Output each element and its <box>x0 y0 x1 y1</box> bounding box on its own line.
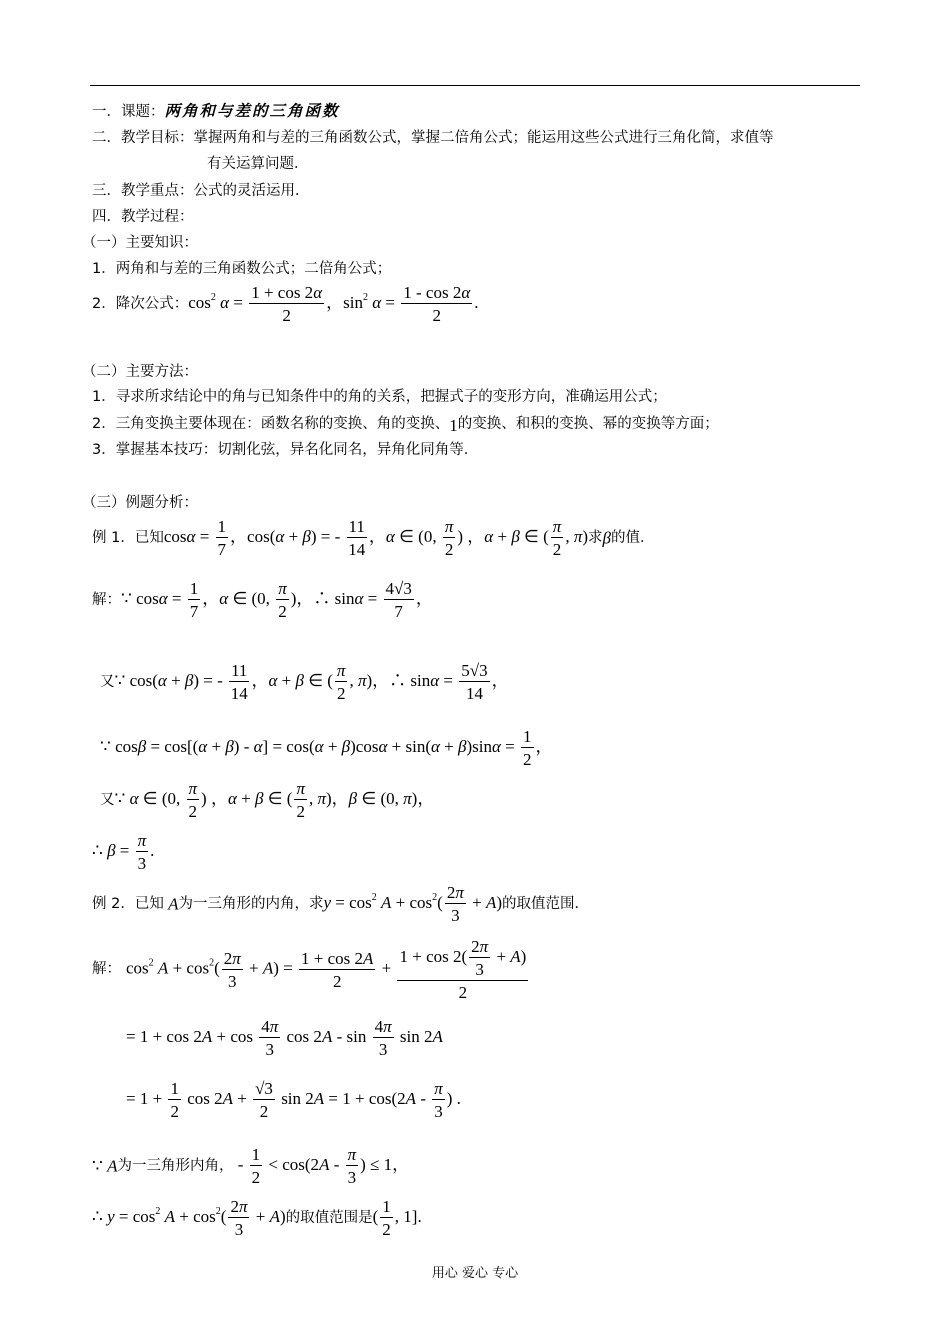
example-2-label: 例 2．已知 <box>92 895 164 912</box>
methods-item-2b: 的变换、和积的变换、幂的变换等方面； <box>457 416 719 432</box>
solution-2-inequality: - $\frac{1}{2}$ < cos(2A - $\frac{\pi}{3}$ ) ≤ 1， <box>233 1145 410 1187</box>
solution-2-range: ( $\frac{1}{2}$ , 1]. <box>372 1197 422 1239</box>
solution-2-label: 解： <box>92 961 121 977</box>
solution-1-step-2 <box>100 662 509 702</box>
solution-2-range-label: 的取值范围是 <box>285 1209 373 1226</box>
solution-1-step-4 <box>100 780 434 820</box>
methods-item-2 <box>92 414 719 435</box>
knowledge-item-2 <box>92 284 479 324</box>
solution-2-step-4 <box>92 1146 409 1186</box>
example-1-label: 例 1．已知 <box>92 529 164 546</box>
knowledge-item-1: 1．两角和与差的三角函数公式；二倍角公式； <box>92 261 392 277</box>
example-2-function: $y = \cos^2 A + \cos^2$( $\frac{2\pi}{3}$ + A) <box>323 883 503 925</box>
example-2-statement <box>92 884 589 924</box>
example-1-beta: β <box>602 528 611 548</box>
solution-2-cond: 为一三角形内角， <box>117 1157 234 1174</box>
goal-text-1: 掌握两角和与差的三角函数公式，掌握二倍角公式；能运用这些公式进行三角化简，求值等 <box>193 130 774 146</box>
goal-label: 二．教学目标： <box>92 130 194 146</box>
example-1-ask: 求 <box>588 529 603 546</box>
course-label: 一．课题： <box>92 104 165 120</box>
because-symbol: ∵ A <box>92 1156 118 1176</box>
solution-2-step-2: = 1 + cos 2A + cos $\frac{4\pi}{3}$ cos 2A - sin $\frac{4\pi}{3}$ sin 2A <box>126 1017 443 1059</box>
example-1-end: 的值． <box>610 529 655 546</box>
solution-1-label: 解： <box>92 591 121 608</box>
example-2-mid: 为一三角形的内角，求 <box>178 895 324 912</box>
cos-square-formula: $\cos^2 \alpha$ = $\frac{1 + \cos 2\alpha}{2}$ ，$\sin^2 \alpha$ = $\frac{1 - \cos 2\alpha}{2}$ . <box>188 283 479 325</box>
goal-line-1 <box>92 131 774 146</box>
solution-1-again-1: 又 <box>100 673 115 690</box>
page-footer: 用心 爱心 专心 <box>431 1266 519 1281</box>
course-title: 两角和与差的三角函数 <box>164 102 340 120</box>
solution-1-step-1-math: ∵ cosα = $\frac{1}{7}$ ，α ∈ (0, $\frac{\pi}{2}$ )，∴ sinα = $\frac{4√3}{7}$ ， <box>121 579 433 621</box>
methods-item-3: 3．掌握基本技巧：切割化弦，异名化同名，异角化同角等． <box>92 442 479 458</box>
solution-1-step-2-math: ∵ cos(α + β) = - $\frac{11}{14}$ ，α + β ∈ ( $\frac{\pi}{2}$ , π)，∴ sinα = $\frac{5√3}{14}$ ， <box>114 661 509 703</box>
methods-item-1: 1．寻求所求结论中的角与已知条件中的角的关系，把握式子的变形方向，准确运用公式； <box>92 389 667 405</box>
example-2-A: A <box>163 894 179 914</box>
solution-1-step-1 <box>92 580 433 620</box>
solution-1-step-4-math: ∵ α ∈ (0, $\frac{\pi}{2}$ ) ，α + β ∈ ( $\frac{\pi}{2}$ , π)，β ∈ (0, π)， <box>114 779 435 821</box>
example-2-end: 的取值范围． <box>502 895 590 912</box>
goal-line-2: 有关运算问题． <box>207 156 309 172</box>
course-line <box>92 104 340 120</box>
header-rule <box>90 85 860 86</box>
solution-2-conclusion <box>92 1198 422 1238</box>
methods-title: （二）主要方法： <box>82 364 198 380</box>
example-1-conditions: cosα = $\frac{1}{7}$ ，cos(α + β) = - $\frac{11}{14}$ ，α ∈ (0, $\frac{\pi}{2}$ ) ，α + β ∈ ( $\frac{\pi}{2}$ , π) <box>163 517 589 559</box>
solution-1-again-2: 又 <box>100 791 115 808</box>
methods-item-2a: 2．三角变换主要体现在：函数名称的变换、角的变换、 <box>92 416 450 432</box>
knowledge-title: （一）主要知识： <box>82 235 198 251</box>
solution-2-step-1: $\cos^2 A + \cos^2$( $\frac{2\pi}{3}$ + A) = $\frac{1 + \cos 2A}{2}$ + 1 + cos 2( $\frac{2\pi}{3}$ + A) 2 <box>126 937 527 1002</box>
solution-2-step-3: = 1 + $\frac{1}{2}$ cos 2A + $\frac{√3}{2}$ sin 2A = 1 + cos(2A - $\frac{\pi}{3}$ ) . <box>126 1079 461 1121</box>
examples-title: （三）例题分析： <box>82 495 198 511</box>
solution-2-conclusion-math: ∴ $y = \cos^2 A + \cos^2$( $\frac{2\pi}{3}$ + A) <box>92 1197 286 1239</box>
methods-item-2-one: 1 <box>449 416 458 435</box>
example-1-statement <box>92 518 654 558</box>
process-line: 四．教学过程： <box>92 209 194 225</box>
solution-1-conclusion: ∴ β = $\frac{\pi}{3}$ . <box>92 831 155 873</box>
focus-line: 三．教学重点：公式的灵活运用． <box>92 183 310 199</box>
solution-1-step-3: ∵ cosβ = cos[(α + β) - α] = cos(α + β)cosα + sin(α + β)sinα = $\frac{1}{2}$ ， <box>100 727 553 769</box>
knowledge-item-2-label: 2．降次公式： <box>92 295 189 312</box>
